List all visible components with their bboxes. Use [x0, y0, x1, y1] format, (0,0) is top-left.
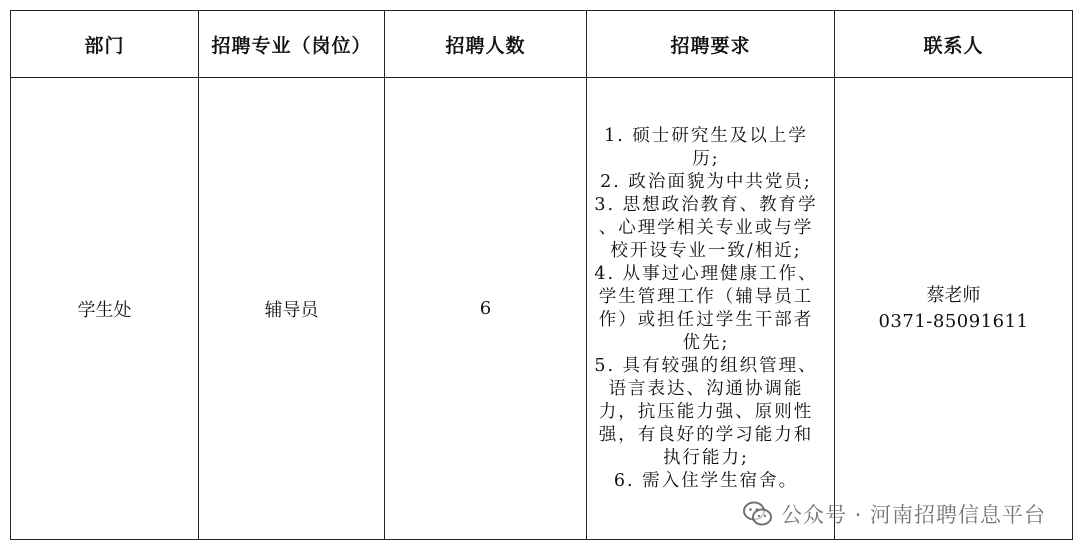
- table-header-row: [11, 11, 1073, 78]
- requirement-line: 校开设专业一致/相近;: [610, 240, 802, 261]
- requirement-line: 、心理学相关专业或与学: [598, 217, 814, 238]
- watermark-text: 公众号 · 河南招聘信息平台: [780, 503, 1046, 527]
- requirement-line: 优先;: [682, 332, 730, 353]
- requirement-line: 执行能力;: [663, 447, 749, 468]
- requirement-line: 强，有良好的学习能力和: [598, 424, 814, 445]
- requirement-line: 作）或担任过学生干部者: [598, 309, 814, 330]
- contact-name: 蔡老师: [926, 284, 981, 306]
- requirement-line: 6. 需入住学生宿舍。: [613, 470, 799, 491]
- watermark: [743, 499, 1046, 529]
- requirement-line: 语言表达、沟通协调能: [608, 378, 804, 399]
- header-position: 招聘专业（岗位）: [199, 11, 385, 78]
- cell-position: 辅导员: [199, 78, 385, 540]
- header-contact: 联系人: [835, 11, 1073, 78]
- contact-phone: 0371-85091611: [878, 310, 1029, 332]
- header-requirements: 招聘要求: [587, 11, 835, 78]
- requirement-line: 学生管理工作（辅导员工: [598, 286, 814, 307]
- wechat-icon: [743, 501, 773, 527]
- requirement-line: 1. 硕士研究生及以上学: [604, 125, 808, 146]
- header-count: 招聘人数: [385, 11, 587, 78]
- cell-contact: [835, 78, 1073, 540]
- requirement-line: 2. 政治面貌为中共党员;: [600, 171, 812, 192]
- cell-department: 学生处: [11, 78, 199, 540]
- requirement-line: 历;: [692, 148, 720, 169]
- cell-requirements: [587, 78, 835, 540]
- requirement-line: 4. 从事过心理健康工作、: [594, 263, 818, 284]
- recruitment-table: [10, 10, 1073, 540]
- header-department: 部门: [11, 11, 199, 78]
- requirements-list: [587, 125, 825, 493]
- requirement-line: 3. 思想政治教育、教育学: [594, 194, 818, 215]
- table-row: [11, 78, 1073, 540]
- requirement-line: 5. 具有较强的组织管理、: [594, 355, 818, 376]
- cell-count: 6: [385, 78, 587, 540]
- requirement-line: 力，抗压能力强、原则性: [598, 401, 814, 422]
